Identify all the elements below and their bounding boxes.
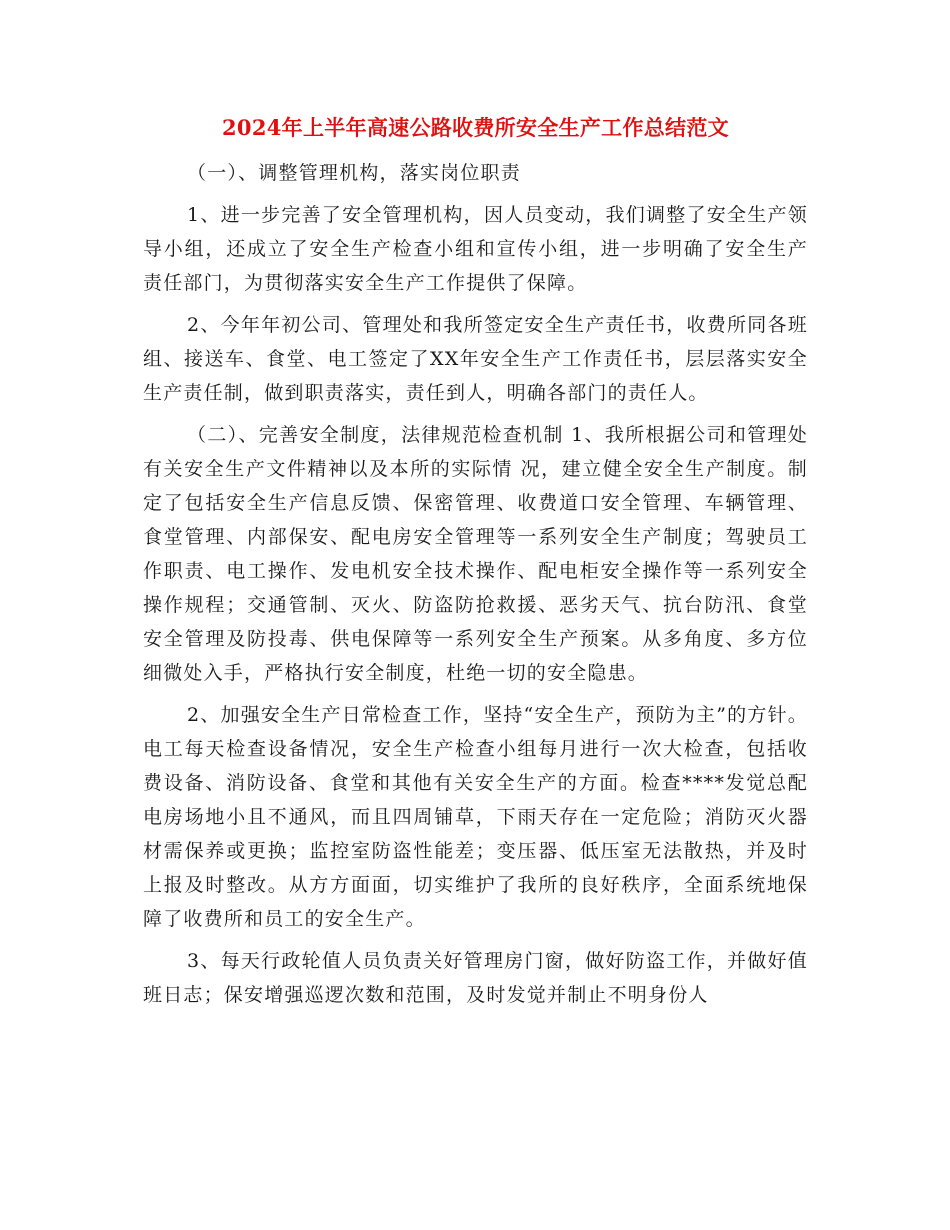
- paragraph-5: 3、每天行政轮值人员负责关好管理房门窗，做好防盗工作，并做好值 班日志；保安增强巡逻次数和范围，及时发觉并制止不明身份人: [143, 950, 808, 1006]
- paragraph-3: （二）、完善安全制度，法律规范检查机制 1、我所根据公司和管理处有关安全生产文件精神以及本所的实际情 况，建立健全安全生产制度。制定了包括安全生产信息反馈、保密管理、收费道口安全管理、车辆管理、食堂管理、内部保安、配电房安全管理等一系列安全生产制度；驾驶员工作职责、电工操作、发电机安全技术操作、配电柜安全操作等一系列安全操作规程；交通管制、灭火、防盗防抢救援、恶劣天气、抗台防汛、食堂安全管理及防投毒、供电保障等一系列安全生产预案。从多角度、多方位细微处入手，严格执行安全制度，杜绝一切的安全隐患。: [143, 424, 808, 684]
- paragraph-4: 2、加强安全生产日常检查工作，坚持“安全生产，预防为主”的方针。电工每天检查设备情况，安全生产检查小组每月进行一次大检查，包括收费设备、消防设备、食堂和其他有关安全生产的方面。检查****发觉总配电房场地小且不通风，而且四周铺草，下雨天存在一定危险；消防灭火器材需保养或更换；监控室防盗性能差；变压器、低压室无法散热，并及时上报及时整改。从方方面面，切实维护了我所的良好秩序，全面系统地保障了收费所和员工的安全生产。: [143, 704, 808, 930]
- document-page: [143, 110, 808, 1020]
- document-title: 2024年上半年高速公路收费所安全生产工作总结范文: [222, 115, 729, 140]
- paragraph-1: 1、进一步完善了安全管理机构，因人员变动，我们调整了安全生产领导小组，还成立了安全生产检查小组和宣传小组，进一步明确了安全生产责任部门，为贯彻落实安全生产工作提供了保障。: [143, 204, 808, 294]
- section-heading-1: （一）、调整管理机构，落实岗位职责: [187, 162, 521, 184]
- paragraph-2: 2、今年年初公司、管理处和我所签定安全生产责任书，收费所同各班组、接送车、食堂、电工签定了XX年安全生产工作责任书，层层落实安全生产责任制，做到职责落实，责任到人，明确各部门的责任人。: [143, 314, 808, 404]
